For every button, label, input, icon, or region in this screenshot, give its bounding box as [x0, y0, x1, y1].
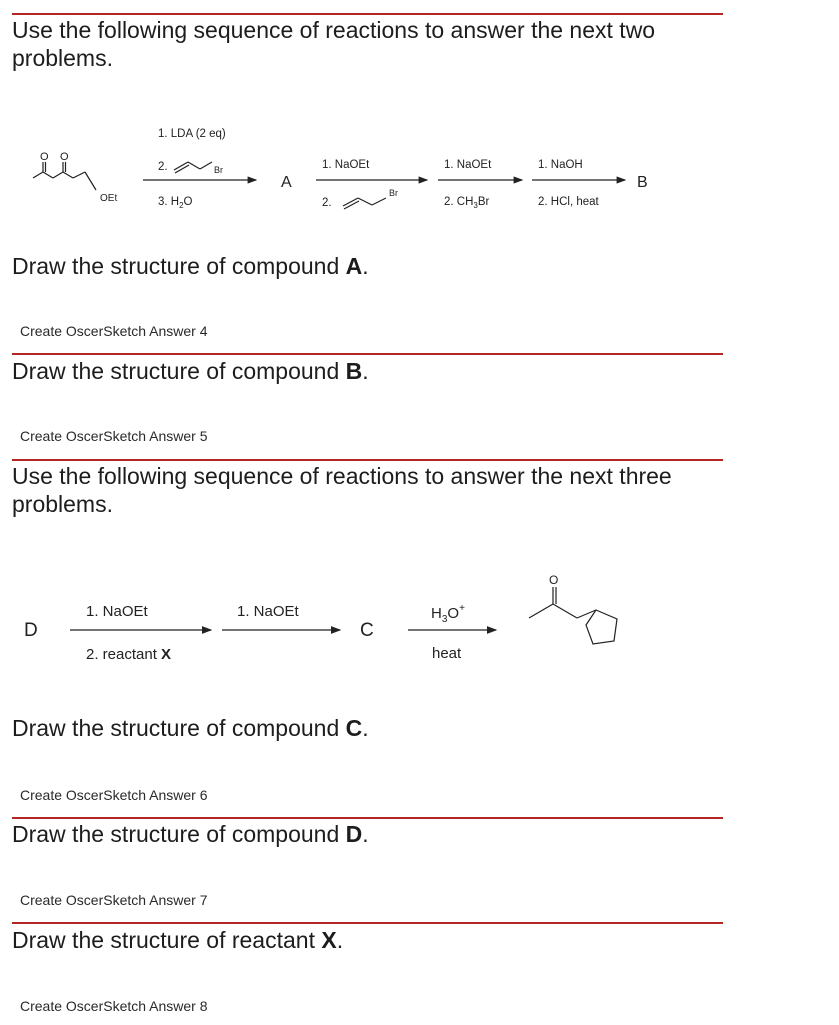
step4-reagent-naoh: 1. NaOH — [538, 159, 583, 171]
scheme2-step2-naoet: 1. NaOEt — [237, 603, 299, 620]
compound-c-label: C — [360, 620, 374, 641]
scheme2-step3-hydronium: $H_3O^+$ — [431, 603, 465, 625]
reaction-scheme-1 — [0, 110, 839, 230]
product-oxygen-label: O — [549, 573, 559, 587]
question-compound-b: Draw the structure of compound B. — [12, 358, 369, 384]
create-sketch-answer-6-link[interactable]: Create OscerSketch Answer 6 — [20, 787, 208, 803]
section-divider — [12, 922, 723, 924]
section-intro-three-problems: Use the following sequence of reactions to answer the next three problems. — [12, 463, 672, 517]
create-sketch-answer-7-link[interactable]: Create OscerSketch Answer 7 — [20, 892, 208, 908]
scheme2-step3-heat: heat — [432, 645, 462, 662]
question-compound-c: Draw the structure of compound C. — [12, 715, 369, 741]
section-divider — [12, 459, 723, 461]
section-divider — [12, 353, 723, 355]
create-sketch-answer-5-link[interactable]: Create OscerSketch Answer 5 — [20, 428, 208, 444]
ester-oxygen-label: O — [60, 151, 69, 163]
allyl-bromide-structure — [174, 162, 212, 173]
oet-label: OEt — [100, 193, 118, 204]
step1-reagent-lda: 1. LDA (2 eq) — [158, 128, 226, 140]
section-divider — [12, 13, 723, 15]
reaction-scheme-2 — [0, 570, 839, 680]
ethyl-acetoacetate-structure — [33, 162, 96, 190]
step2-br-label: Br — [389, 188, 398, 198]
step3-reagent-methyl-bromide: 2. $CH_3Br$ — [444, 196, 490, 210]
step2-reagent-2-number: 2. — [322, 197, 332, 209]
scheme2-step1-reactant-x: 2. reactant X — [86, 646, 172, 663]
question-compound-d: Draw the structure of compound D. — [12, 821, 369, 847]
step1-reagent-2-number: 2. — [158, 161, 168, 173]
step1-br-label: Br — [214, 165, 223, 175]
section-divider — [12, 817, 723, 819]
step2-reagent-naoet: 1. NaOEt — [322, 159, 370, 171]
allyl-bromide-structure-2 — [343, 198, 386, 209]
cyclopentyl-acetone-structure — [529, 587, 617, 644]
compound-b-label: B — [637, 174, 648, 191]
compound-d-label: D — [24, 620, 38, 641]
ketone-oxygen-label: O — [40, 151, 49, 163]
question-compound-a: Draw the structure of compound A. — [12, 253, 369, 279]
create-sketch-answer-8-link[interactable]: Create OscerSketch Answer 8 — [20, 998, 208, 1014]
step1-reagent-water: 3. $H_2O$ — [158, 196, 193, 210]
step3-reagent-naoet: 1. NaOEt — [444, 159, 492, 171]
section-intro-two-problems: Use the following sequence of reactions to answer the next two problems. — [12, 17, 656, 71]
create-sketch-answer-4-link[interactable]: Create OscerSketch Answer 4 — [20, 323, 208, 339]
question-reactant-x: Draw the structure of reactant X. — [12, 927, 344, 953]
step4-reagent-hcl-heat: 2. HCl, heat — [538, 196, 599, 208]
scheme2-step1-naoet: 1. NaOEt — [86, 603, 148, 620]
compound-a-label: A — [281, 174, 292, 191]
